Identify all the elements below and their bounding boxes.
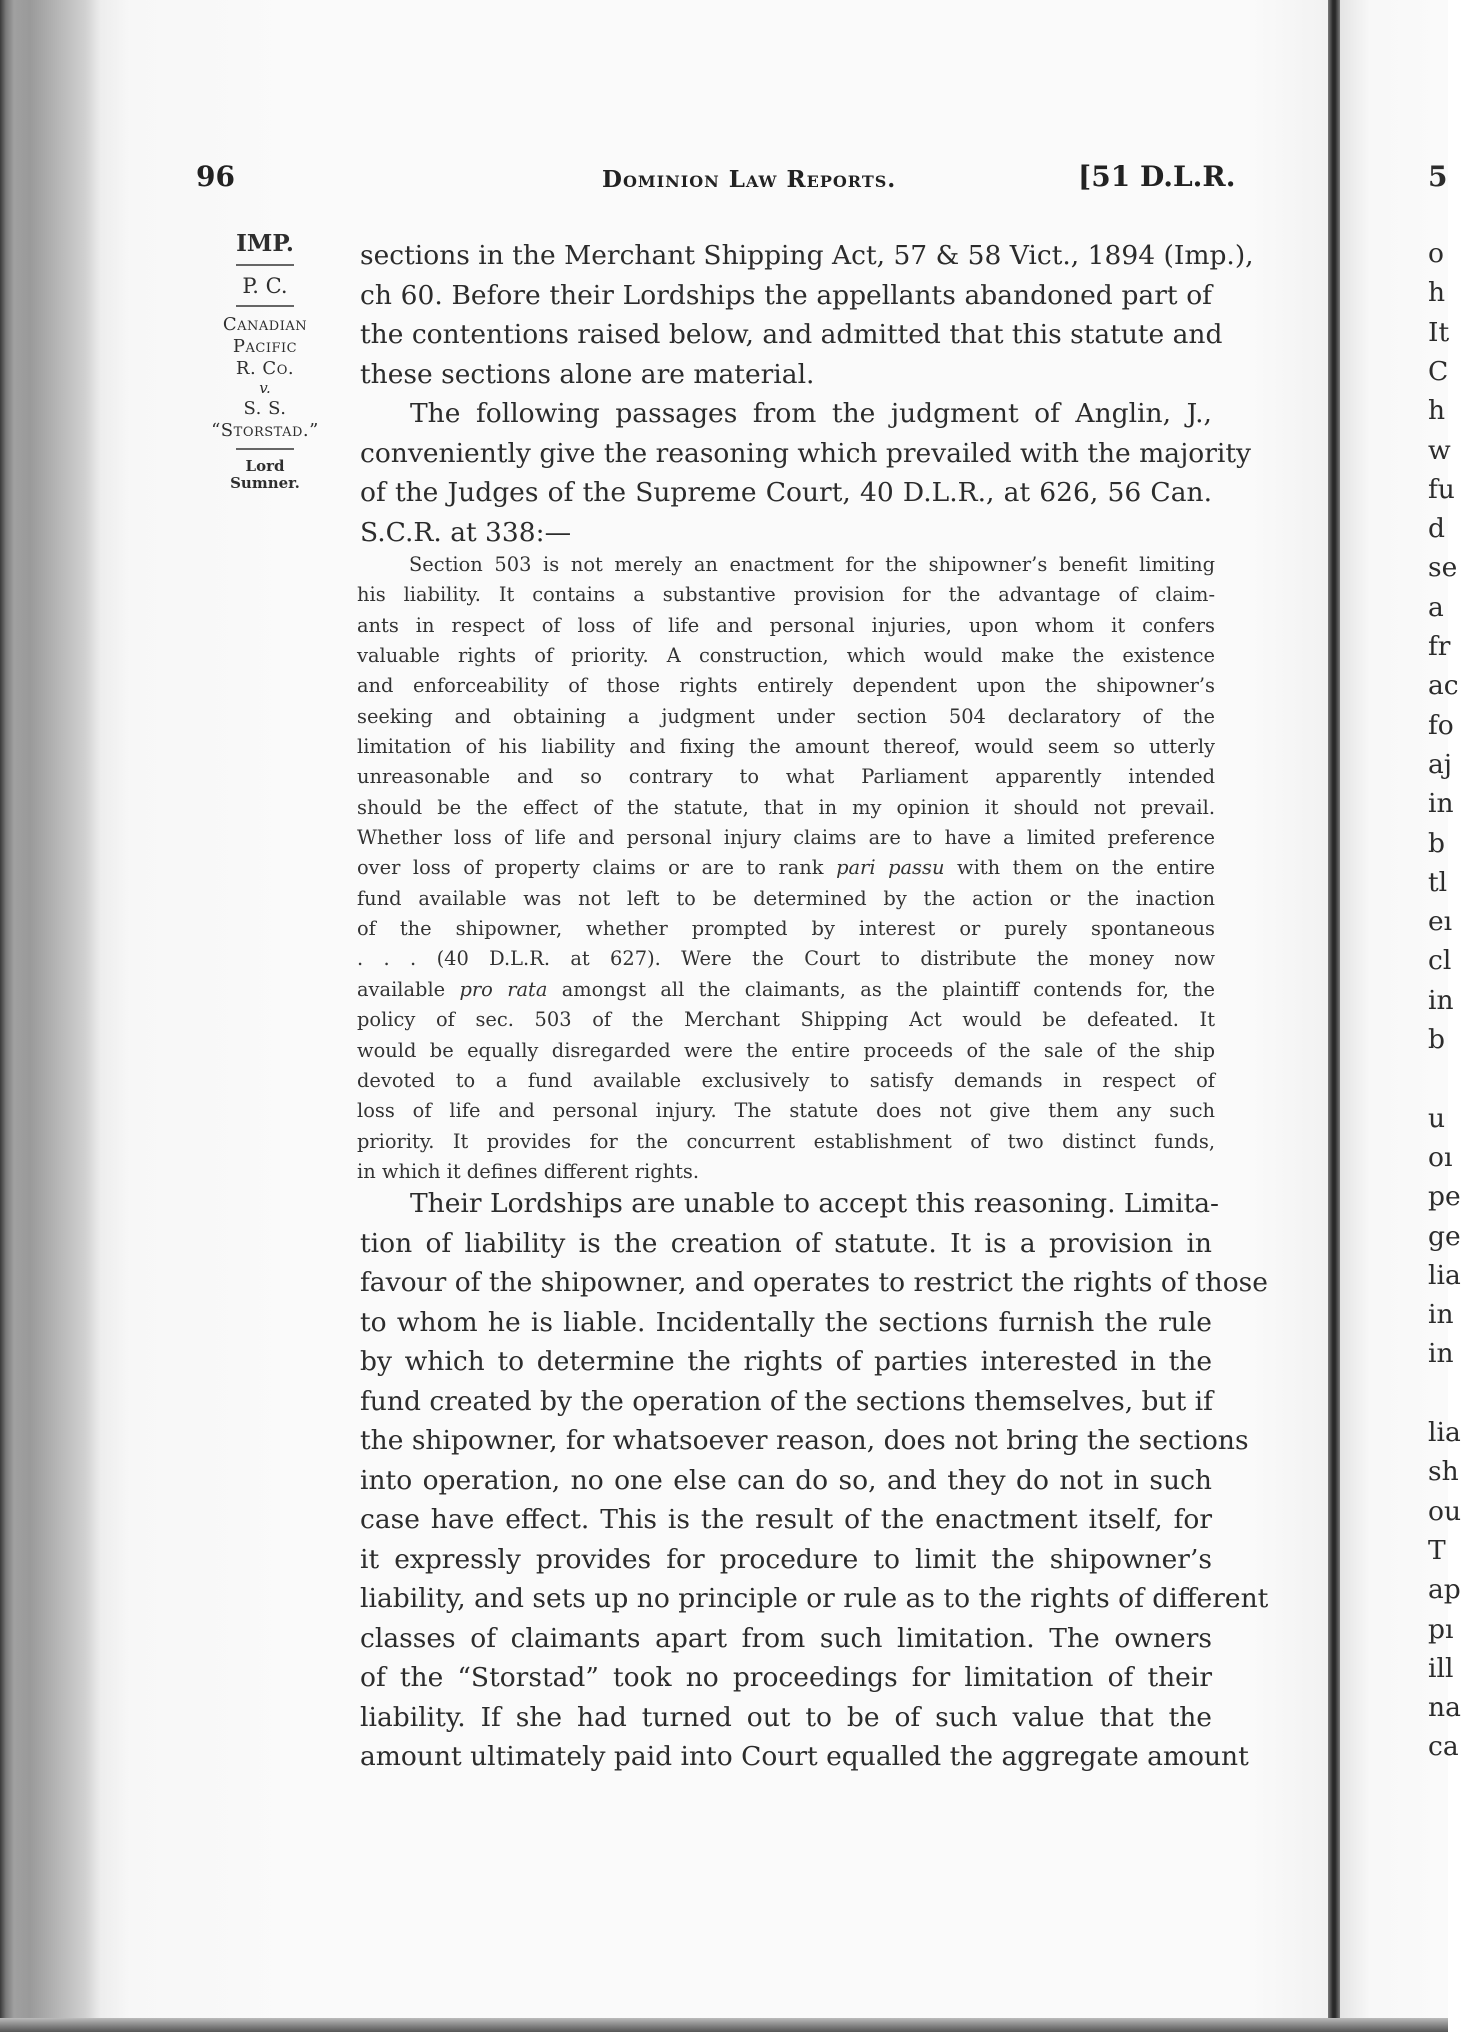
facing-page-line-fragment: pı [1428, 1613, 1454, 1645]
facing-page-line-fragment: aj [1428, 748, 1453, 780]
facing-page-line-fragment: in [1428, 1299, 1454, 1331]
margin-rule [236, 305, 294, 307]
facing-page-line-fragment: ou [1428, 1495, 1461, 1527]
text-line: limitation of his liability and fixing the amount thereof, would seem so utterly [357, 735, 1215, 759]
text-line: liability, and sets up no principle or rule as to the rights of different [360, 1583, 1269, 1614]
text-line: Whether loss of life and personal injury claims are to have a limited preference [357, 826, 1215, 850]
block-quote [357, 550, 1215, 1187]
book-gutter [1328, 0, 1340, 2032]
facing-page-line-fragment: u [1428, 1102, 1446, 1134]
text-line: unreasonable and so contrary to what Parliament apparently intended [357, 765, 1215, 789]
case-name-line: Canadian [222, 314, 308, 335]
text-line: to whom he is liable. Incidentally the sections furnish the rule [360, 1306, 1212, 1338]
text-line: of the “Storstad” took no proceedings for limitation of their [360, 1662, 1212, 1693]
text-line: it expressly provides for procedure to limit the shipowner’s [360, 1543, 1212, 1575]
text-line: valuable rights of priority. A construction, which would make the existence [357, 644, 1215, 668]
facing-page-line-fragment: cl [1428, 945, 1452, 977]
text-line: his liability. It contains a substantive provision for the advantage of claim- [357, 583, 1215, 607]
body-paragraph [360, 236, 1254, 394]
facing-page-line-fragment: in [1428, 1338, 1454, 1370]
case-name-line: S. S. [243, 398, 287, 419]
facing-page-line-fragment: b [1428, 827, 1445, 859]
court-label: P. C. [242, 274, 288, 298]
jurisdiction-label: IMP. [236, 230, 294, 257]
text-line: fund available was not left to be determined by the action or the inaction [357, 886, 1215, 910]
text-line: over loss of property claims or are to rank pari passu with them on the entire [357, 856, 1215, 880]
text-line: of the Judges of the Supreme Court, 40 D.L.R., at 626, 56 Can. [360, 477, 1212, 508]
facing-page-line-fragment: ge [1428, 1220, 1461, 1252]
facing-page-line-fragment: in [1428, 984, 1454, 1016]
margin-note [196, 228, 334, 492]
page-bottom-edge [0, 2018, 1448, 2032]
facing-page-line-fragment: ac [1428, 670, 1459, 702]
text-line: priority. It provides for the concurrent establishment of two distinct funds, [357, 1129, 1215, 1153]
facing-page-line-fragment: T [1428, 1534, 1446, 1566]
facing-page-line-fragment: ill [1428, 1652, 1454, 1684]
text-line: liability. If she had turned out to be of such value that the [360, 1701, 1212, 1733]
page-number: 96 [196, 160, 235, 193]
text-line: the contentions raised below, and admitted that this statute and [360, 319, 1223, 350]
facing-page-line-fragment: lia [1428, 1259, 1461, 1291]
facing-page-line-fragment: It [1428, 316, 1450, 348]
facing-page-line-fragment: h [1428, 395, 1446, 427]
text-line: and enforceability of those rights entirely dependent upon the shipowner’s [357, 674, 1215, 698]
text-line: in which it defines different rights. [357, 1159, 700, 1183]
facing-page-line-fragment: in [1428, 788, 1454, 820]
judge-name-line: Lord [245, 457, 285, 475]
facing-page-line-fragment: d [1428, 513, 1445, 545]
text-line: classes of claimants apart from such limitation. The owners [360, 1622, 1212, 1654]
facing-page-line-fragment: oı [1428, 1141, 1453, 1173]
text-line: would be equally disregarded were the entire proceeds of the sale of the ship [357, 1038, 1215, 1062]
facing-page-line-fragment: ca [1428, 1731, 1459, 1763]
facing-page-line-fragment: se [1428, 552, 1458, 584]
volume-reference: [51 D.L.R. [1078, 160, 1236, 193]
facing-page-line-fragment: fo [1428, 709, 1454, 741]
text-line: into operation, no one else can do so, and they do not in such [360, 1464, 1212, 1496]
judge-name-line: Sumner. [230, 474, 300, 492]
margin-rule [236, 264, 294, 266]
facing-page-line-fragment: na [1428, 1692, 1461, 1724]
facing-page-line-fragment: w [1428, 434, 1451, 466]
case-name-line: “Storstad.” [211, 420, 319, 441]
facing-page-line-fragment: h [1428, 277, 1446, 309]
text-line: the shipowner, for whatsoever reason, does not bring the sections [360, 1425, 1249, 1456]
text-line: amount ultimately paid into Court equalled the aggregate amount [360, 1741, 1249, 1772]
text-line: The following passages from the judgment of Anglin, J., [410, 398, 1212, 429]
text-line: loss of life and personal injury. The statute does not give them any such [357, 1099, 1215, 1123]
text-line: ch 60. Before their Lordships the appellants abandoned part of [360, 279, 1212, 311]
facing-page-line-fragment: a [1428, 591, 1444, 623]
text-line: S.C.R. at 338:— [360, 516, 572, 548]
text-line: by which to determine the rights of parties interested in the [360, 1346, 1212, 1377]
case-versus: v. [259, 379, 271, 397]
text-line: these sections alone are material. [360, 358, 815, 390]
text-line: sections in the Merchant Shipping Act, 57 & 58 Vict., 1894 (Imp.), [360, 240, 1254, 271]
facing-page-line-fragment: tl [1428, 866, 1448, 898]
text-line: . . . (40 D.L.R. at 627). Were the Court to distribute the money now [357, 947, 1215, 971]
text-line: ants in respect of loss of life and personal injuries, upon whom it confers [357, 613, 1215, 637]
body-paragraph [360, 394, 1252, 552]
facing-page-line-fragment: fr [1428, 631, 1451, 662]
running-title: Dominion Law Reports. [602, 166, 897, 193]
facing-page-line-fragment: fu [1428, 473, 1455, 505]
facing-page-line-fragment: C [1428, 355, 1449, 387]
case-name-line: Pacific [232, 336, 298, 357]
text-line: available pro rata amongst all the claimants, as the plaintiff contends for, the [357, 977, 1215, 1001]
text-line: Their Lordships are unable to accept this reasoning. Limita- [410, 1188, 1220, 1219]
facing-page-line-fragment: ap [1428, 1574, 1461, 1606]
text-line: favour of the shipowner, and operates to restrict the rights of those [360, 1267, 1268, 1298]
text-line: devoted to a fund available exclusively to satisfy demands in respect of [357, 1068, 1215, 1092]
facing-page-line-fragment: sh [1428, 1456, 1459, 1488]
margin-rule [236, 448, 294, 450]
text-line: fund created by the operation of the sections themselves, but if [360, 1385, 1213, 1417]
facing-page-line-fragment: b [1428, 1024, 1445, 1055]
case-name-line: R. Co. [235, 358, 295, 379]
facing-page-header-fragment: 5 [1428, 160, 1448, 193]
facing-page-line-fragment: lia [1428, 1417, 1461, 1448]
text-line: seeking and obtaining a judgment under section 504 declaratory of the [357, 704, 1215, 728]
text-line: Section 503 is not merely an enactment for the shipowner’s benefit limiting [409, 553, 1215, 576]
text-line: policy of sec. 503 of the Merchant Shipping Act would be defeated. It [357, 1008, 1215, 1032]
text-line: should be the effect of the statute, that in my opinion it should not prevail. [357, 795, 1215, 819]
facing-page-line-fragment: o [1428, 238, 1444, 269]
text-line: of the shipowner, whether prompted by interest or purely spontaneous [357, 917, 1215, 941]
facing-page-line-fragment: pe [1428, 1181, 1461, 1213]
text-line: conveniently give the reasoning which prevailed with the majority [360, 437, 1252, 469]
text-line: case have effect. This is the result of the enactment itself, for [360, 1504, 1212, 1535]
body-paragraph [360, 1184, 1269, 1777]
facing-page-line-fragment: eı [1428, 906, 1453, 938]
book-spine-edge [0, 0, 100, 2032]
text-line: tion of liability is the creation of statute. It is a provision in [360, 1227, 1212, 1259]
